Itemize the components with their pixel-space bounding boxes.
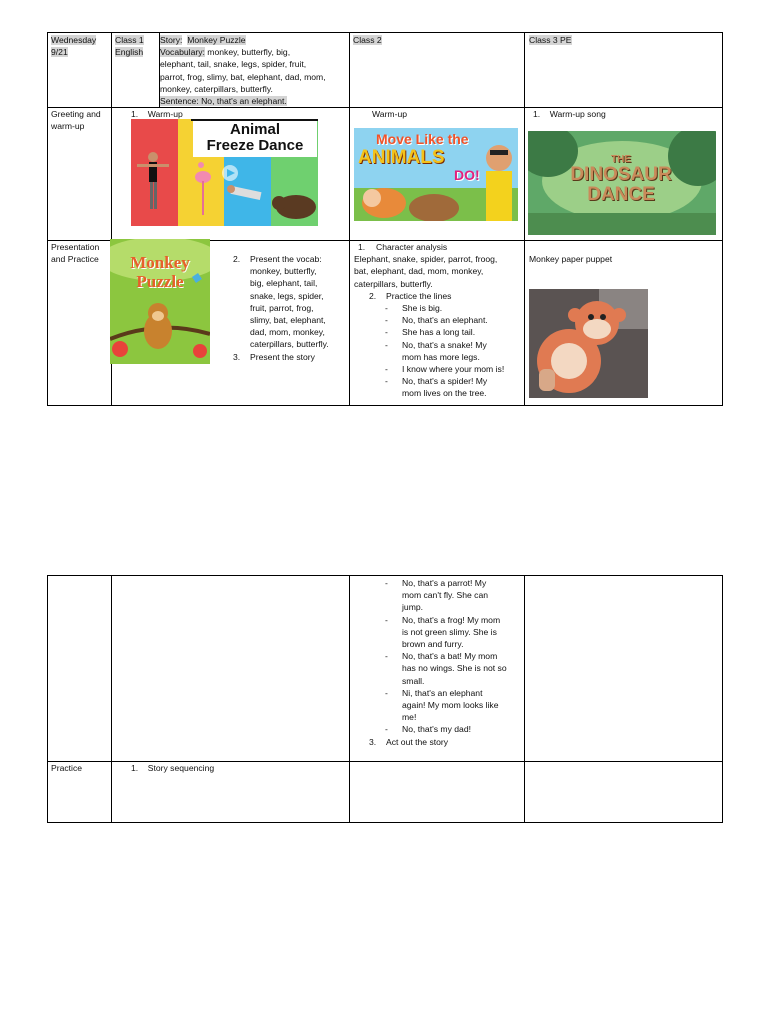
list-text-line: Present the vocab:: [250, 254, 322, 264]
list-text-line: Character analysis: [376, 242, 448, 252]
practice-lines: [354, 302, 522, 400]
thumbnail-title-line: DANCE: [587, 184, 655, 205]
list-bullet: -: [385, 364, 388, 375]
list-text-line: monkey, butterfly,: [250, 266, 317, 277]
vocab-line: elephant, tail, snake, legs, spider, fruit,: [160, 59, 307, 70]
list-text-line: No, that's a snake! My: [402, 339, 487, 350]
list-text-line: She has a long tail.: [402, 327, 476, 338]
list-text-line: No, that's my dad!: [402, 724, 471, 735]
list-item: [354, 375, 522, 399]
list-item: [354, 736, 522, 748]
thumbnail-title-line: DINOSAUR: [570, 164, 672, 185]
book-title: [118, 253, 202, 291]
list-item: [354, 241, 522, 253]
vocab-label: Vocabulary:: [160, 47, 205, 58]
practice-activity: Story sequencing: [147, 763, 215, 773]
class1-subject: English: [115, 47, 144, 58]
list-text-line: fruit, parrot, frog,: [250, 302, 314, 313]
list-number: 2.: [233, 254, 241, 264]
class2-presentation-list: [354, 241, 522, 400]
list-text-line: big, elephant, tail,: [250, 278, 318, 289]
list-bullet: -: [385, 327, 388, 338]
list-text-line: is not green slimy. She is: [402, 626, 497, 637]
list-text-line: small.: [402, 675, 425, 686]
list-text-line: snake, legs, spider,: [250, 290, 324, 301]
row-label-greeting: [51, 108, 101, 132]
list-text-line: No, that's a bat! My mom: [402, 651, 498, 662]
list-text-line: She is big.: [402, 303, 443, 314]
day-header: [51, 34, 96, 58]
story-title: Monkey Puzzle: [187, 35, 246, 45]
thumbnail-title: [358, 132, 482, 182]
list-number: 3.: [233, 351, 241, 362]
list-item: [354, 302, 522, 314]
day-label: Wednesday: [51, 35, 97, 45]
vocab-line: parrot, frog, slimy, bat, elephant, dad, mom,: [160, 71, 326, 82]
list-text-line: No, that's a parrot! My: [402, 578, 487, 588]
class1-practice-item: [131, 762, 214, 774]
list-text-line: jump.: [402, 602, 424, 613]
row-label-line: warm-up: [51, 121, 85, 132]
thumbnail-title-line: THE: [611, 154, 631, 165]
move-like-animals-thumbnail[interactable]: [354, 128, 518, 221]
list-item: [354, 290, 522, 302]
class3-warmup-item: [533, 108, 606, 120]
practice-lines: [354, 577, 522, 736]
list-text-line: mom can't fly. She can: [402, 590, 489, 601]
list-text-line: I know where your mom is!: [402, 364, 505, 375]
thumbnail-title: [193, 122, 317, 154]
list-bullet: -: [385, 614, 388, 625]
activity-label: Monkey paper puppet: [529, 254, 613, 264]
list-bullet: -: [385, 303, 388, 314]
list-text-line: again! My mom looks like: [402, 700, 499, 711]
list-item: [354, 339, 522, 363]
list-item: [233, 351, 345, 363]
list-text-line: has no wings. She is not so: [402, 663, 507, 674]
thumbnail-title-line: Freeze Dance: [206, 137, 304, 154]
list-item: [354, 723, 522, 735]
list-bullet: -: [385, 687, 388, 698]
row-label-line: Presentation: [51, 242, 100, 252]
class3-presentation-label: [529, 253, 612, 265]
list-bullet: -: [385, 315, 388, 326]
list-text-line: Present the story: [250, 351, 315, 362]
thumbnail-title-line: Animal: [229, 121, 280, 138]
list-text-line: No, that's an elephant.: [402, 315, 488, 326]
thumbnail-title-line: Move Like the: [376, 131, 469, 147]
list-item: [354, 326, 522, 338]
class1-presentation-list: [233, 253, 345, 363]
list-text-line: mom has more legs.: [402, 351, 480, 362]
list-item: [354, 687, 522, 724]
list-item: [354, 650, 522, 687]
class3-name: Class 3 PE: [529, 35, 572, 45]
list-number: 1.: [131, 109, 139, 119]
list-text-line: caterpillars, butterfly.: [354, 278, 433, 289]
list-text-line: bat, elephant, dad, mom, monkey,: [354, 266, 484, 277]
list-text-line: No, that's a spider! My: [402, 376, 488, 387]
book-title-line: Puzzle: [136, 272, 184, 291]
list-bullet: -: [385, 724, 388, 735]
list-text-line: slimy, bat, elephant,: [250, 315, 326, 326]
warmup-label: Warm-up: [372, 109, 408, 119]
list-item: [354, 577, 522, 614]
list-text-line: Elephant, snake, spider, parrot, froog,: [354, 254, 498, 265]
thumbnail-title: [556, 155, 686, 205]
list-bullet: -: [385, 339, 388, 350]
list-number: 3.: [369, 736, 377, 747]
class2-continued-lines: [354, 577, 522, 748]
animal-freeze-dance-thumbnail[interactable]: [131, 119, 318, 226]
list-number: 1.: [358, 242, 366, 252]
class3-header: [529, 34, 572, 46]
date-label: 9/21: [51, 47, 68, 58]
vocab-line: monkey, caterpillars, butterfly.: [160, 83, 273, 94]
list-text-line: Act out the story: [386, 736, 449, 747]
list-item: [233, 253, 345, 351]
list-number: 1.: [533, 109, 541, 119]
list-text-line: mom lives on the tree.: [402, 388, 487, 399]
list-item: [354, 614, 522, 651]
list-text-line: No, that's a frog! My mom: [402, 614, 501, 625]
warmup-label: Warm-up song: [549, 109, 606, 119]
row-label-line: and Practice: [51, 254, 99, 265]
row-label-presentation: [51, 241, 99, 265]
target-sentence: Sentence: No, that's an elephant.: [160, 96, 287, 107]
list-text-line: brown and furry.: [402, 639, 464, 650]
list-number: 1.: [131, 763, 139, 773]
class2-warmup-label: [372, 108, 407, 120]
list-item: [354, 314, 522, 326]
list-bullet: -: [385, 651, 388, 662]
thumbnail-title-line: DO!: [454, 167, 480, 183]
character-list: [354, 253, 522, 290]
story-label: Story:: [160, 35, 183, 45]
monkey-paper-puppet-photo: [529, 289, 648, 398]
monkey-puzzle-book-cover: [110, 239, 210, 364]
list-bullet: -: [385, 578, 388, 588]
class1-name: Class 1: [115, 35, 144, 45]
story-info: [160, 34, 350, 107]
list-text-line: Practice the lines: [386, 290, 452, 301]
list-number: 2.: [369, 290, 377, 301]
row-label-practice: [51, 762, 82, 774]
list-bullet: -: [385, 376, 388, 387]
book-title-line: Monkey: [130, 253, 190, 272]
list-text-line: Ni, that's an elephant: [402, 687, 483, 698]
class1-header: [115, 34, 144, 58]
row-label-line: Greeting and: [51, 109, 101, 119]
thumbnail-title-line: ANIMALS: [358, 147, 445, 168]
list-text-line: dad, mom, monkey,: [250, 327, 325, 338]
row-label-line: Practice: [51, 763, 83, 773]
dinosaur-dance-thumbnail[interactable]: [528, 131, 716, 235]
list-item: [354, 363, 522, 375]
list-text-line: me!: [402, 712, 417, 723]
class2-name: Class 2: [353, 35, 382, 45]
list-text-line: caterpillars, butterfly.: [250, 339, 329, 350]
warmup-label: Warm-up: [147, 109, 183, 119]
vocab-line: monkey, butterfly, big,: [204, 47, 291, 58]
class2-header: [353, 34, 382, 46]
